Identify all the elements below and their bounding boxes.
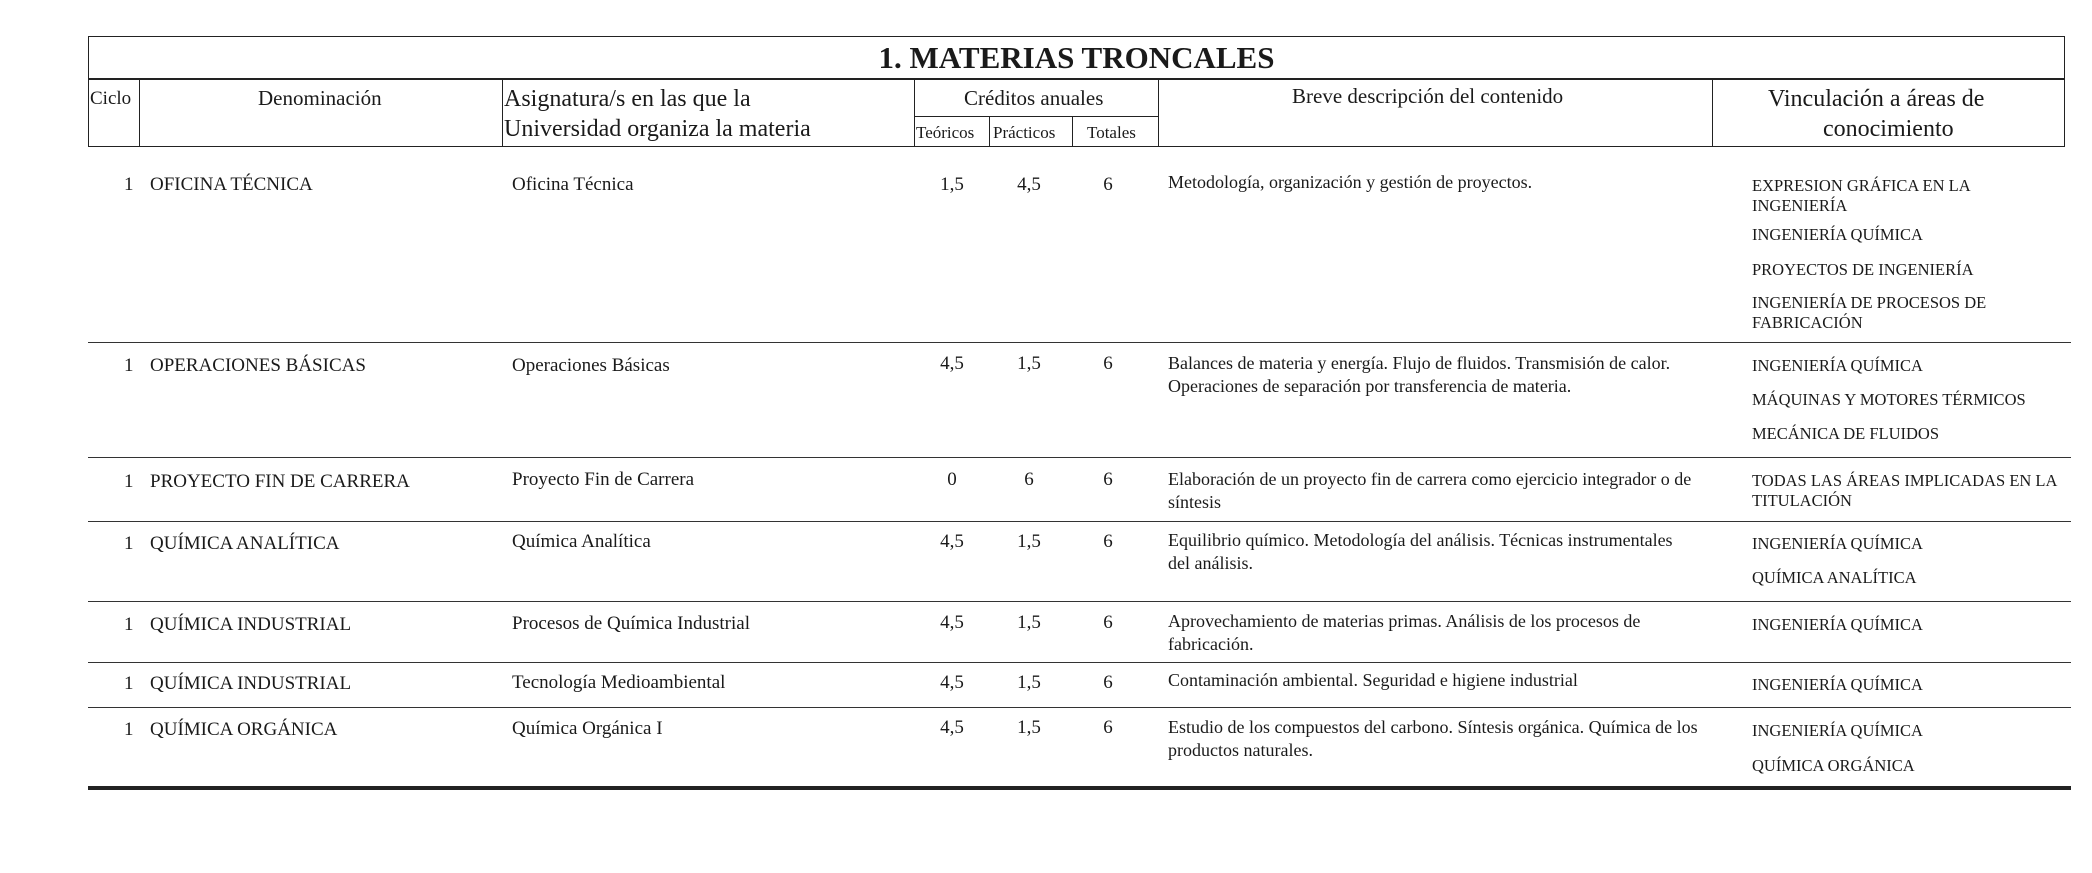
row-area: INGENIERÍA QUÍMICA (1752, 225, 1923, 244)
row-totales: 6 (1103, 531, 1113, 552)
header-asignatura-1: Asignatura/s en las que la (504, 86, 751, 112)
row-asignatura: Química Analítica (512, 531, 651, 552)
row-descripcion: Estudio de los compuestos del carbono. Síntesis orgánica. Química de los productos naturales. (1168, 717, 1698, 760)
row-denominacion: QUÍMICA ANALÍTICA (150, 533, 340, 554)
row-denominacion: OPERACIONES BÁSICAS (150, 355, 366, 376)
header-ciclo: Ciclo (90, 88, 132, 109)
row-area: MECÁNICA DE FLUIDOS (1752, 424, 1940, 443)
row-area: EXPRESION GRÁFICA EN LA INGENIERÍA (1752, 176, 1970, 215)
divider (502, 79, 503, 147)
row-ciclo: 1 (124, 355, 134, 376)
header-creditos: Créditos anuales (964, 86, 1104, 110)
row-practicos: 1,5 (1017, 531, 1041, 552)
row-area: TODAS LAS ÁREAS IMPLICADAS EN LA TITULACIÓN (1752, 471, 2057, 510)
row-area: QUÍMICA ANALÍTICA (1752, 568, 1917, 587)
divider (1712, 79, 1713, 147)
header-vinculacion-1: Vinculación a áreas de (1768, 86, 1985, 112)
row-teoricos: 1,5 (940, 174, 964, 195)
row-totales: 6 (1103, 174, 1113, 195)
row-teoricos: 4,5 (940, 717, 964, 738)
row-practicos: 1,5 (1017, 353, 1041, 374)
row-denominacion: QUÍMICA ORGÁNICA (150, 719, 338, 740)
table-bottom-rule (88, 786, 2071, 790)
header-denominacion: Denominación (258, 86, 382, 110)
row-denominacion: PROYECTO FIN DE CARRERA (150, 471, 410, 492)
divider (88, 601, 2071, 602)
row-totales: 6 (1103, 353, 1113, 374)
divider (989, 116, 990, 147)
row-asignatura: Química Orgánica I (512, 718, 663, 739)
row-ciclo: 1 (124, 673, 134, 694)
row-ciclo: 1 (124, 174, 134, 195)
divider (88, 457, 2071, 458)
divider (1072, 116, 1073, 147)
row-descripcion: Aprovechamiento de materias primas. Análisis de los procesos de fabricación. (1168, 611, 1641, 654)
row-area: PROYECTOS DE INGENIERÍA (1752, 260, 1974, 279)
row-practicos: 1,5 (1017, 717, 1041, 738)
row-practicos: 6 (1024, 469, 1034, 490)
row-area: INGENIERÍA DE PROCESOS DE FABRICACIÓN (1752, 293, 1987, 332)
row-descripcion: Balances de materia y energía. Flujo de fluidos. Transmisión de calor. Operaciones de separación por transferencia de materia. (1168, 353, 1671, 396)
row-descripcion: Elaboración de un proyecto fin de carrera como ejercicio integrador o de síntesis (1168, 469, 1692, 512)
row-denominacion: QUÍMICA INDUSTRIAL (150, 614, 352, 635)
row-practicos: 1,5 (1017, 612, 1041, 633)
row-practicos: 4,5 (1017, 174, 1041, 195)
divider (88, 662, 2071, 663)
row-totales: 6 (1103, 672, 1113, 693)
row-denominacion: OFICINA TÉCNICA (150, 174, 313, 195)
row-area: INGENIERÍA QUÍMICA (1752, 534, 1923, 553)
row-asignatura: Oficina Técnica (512, 174, 634, 195)
header-totales: Totales (1087, 123, 1136, 142)
header-asignatura-2: Universidad organiza la materia (504, 116, 811, 142)
header-vinculacion-2: conocimiento (1823, 116, 1954, 142)
divider (139, 79, 140, 147)
row-teoricos: 4,5 (940, 353, 964, 374)
row-ciclo: 1 (124, 471, 134, 492)
row-descripcion: Metodología, organización y gestión de proyectos. (1168, 172, 1533, 192)
row-area: MÁQUINAS Y MOTORES TÉRMICOS (1752, 390, 2026, 409)
divider (88, 521, 2071, 522)
divider (88, 707, 2071, 708)
row-descripcion: Contaminación ambiental. Seguridad e higiene industrial (1168, 670, 1578, 690)
row-area: INGENIERÍA QUÍMICA (1752, 356, 1923, 375)
divider (914, 79, 915, 147)
table-title: 1. MATERIAS TRONCALES (89, 37, 2064, 80)
row-denominacion: QUÍMICA INDUSTRIAL (150, 673, 352, 694)
row-practicos: 1,5 (1017, 672, 1041, 693)
header-practicos: Prácticos (993, 123, 1056, 142)
row-area: QUÍMICA ORGÁNICA (1752, 756, 1915, 775)
row-asignatura: Proyecto Fin de Carrera (512, 469, 695, 490)
row-totales: 6 (1103, 612, 1113, 633)
row-area: INGENIERÍA QUÍMICA (1752, 721, 1923, 740)
row-asignatura: Operaciones Básicas (512, 355, 670, 376)
row-teoricos: 4,5 (940, 531, 964, 552)
row-ciclo: 1 (124, 614, 134, 635)
row-asignatura: Procesos de Química Industrial (512, 613, 750, 634)
header-descripcion: Breve descripción del contenido (1292, 84, 1564, 108)
row-area: INGENIERÍA QUÍMICA (1752, 615, 1923, 634)
header-teoricos: Teóricos (916, 123, 975, 142)
row-descripcion: Equilibrio químico. Metodología del análisis. Técnicas instrumentales del análisis. (1168, 530, 1673, 573)
divider (88, 342, 2071, 343)
divider (914, 116, 1158, 117)
row-teoricos: 0 (947, 469, 957, 490)
row-asignatura: Tecnología Medioambiental (512, 672, 726, 693)
row-totales: 6 (1103, 469, 1113, 490)
divider (1158, 79, 1159, 147)
row-ciclo: 1 (124, 533, 134, 554)
row-totales: 6 (1103, 717, 1113, 738)
row-area: INGENIERÍA QUÍMICA (1752, 675, 1923, 694)
row-teoricos: 4,5 (940, 612, 964, 633)
row-ciclo: 1 (124, 719, 134, 740)
row-teoricos: 4,5 (940, 672, 964, 693)
